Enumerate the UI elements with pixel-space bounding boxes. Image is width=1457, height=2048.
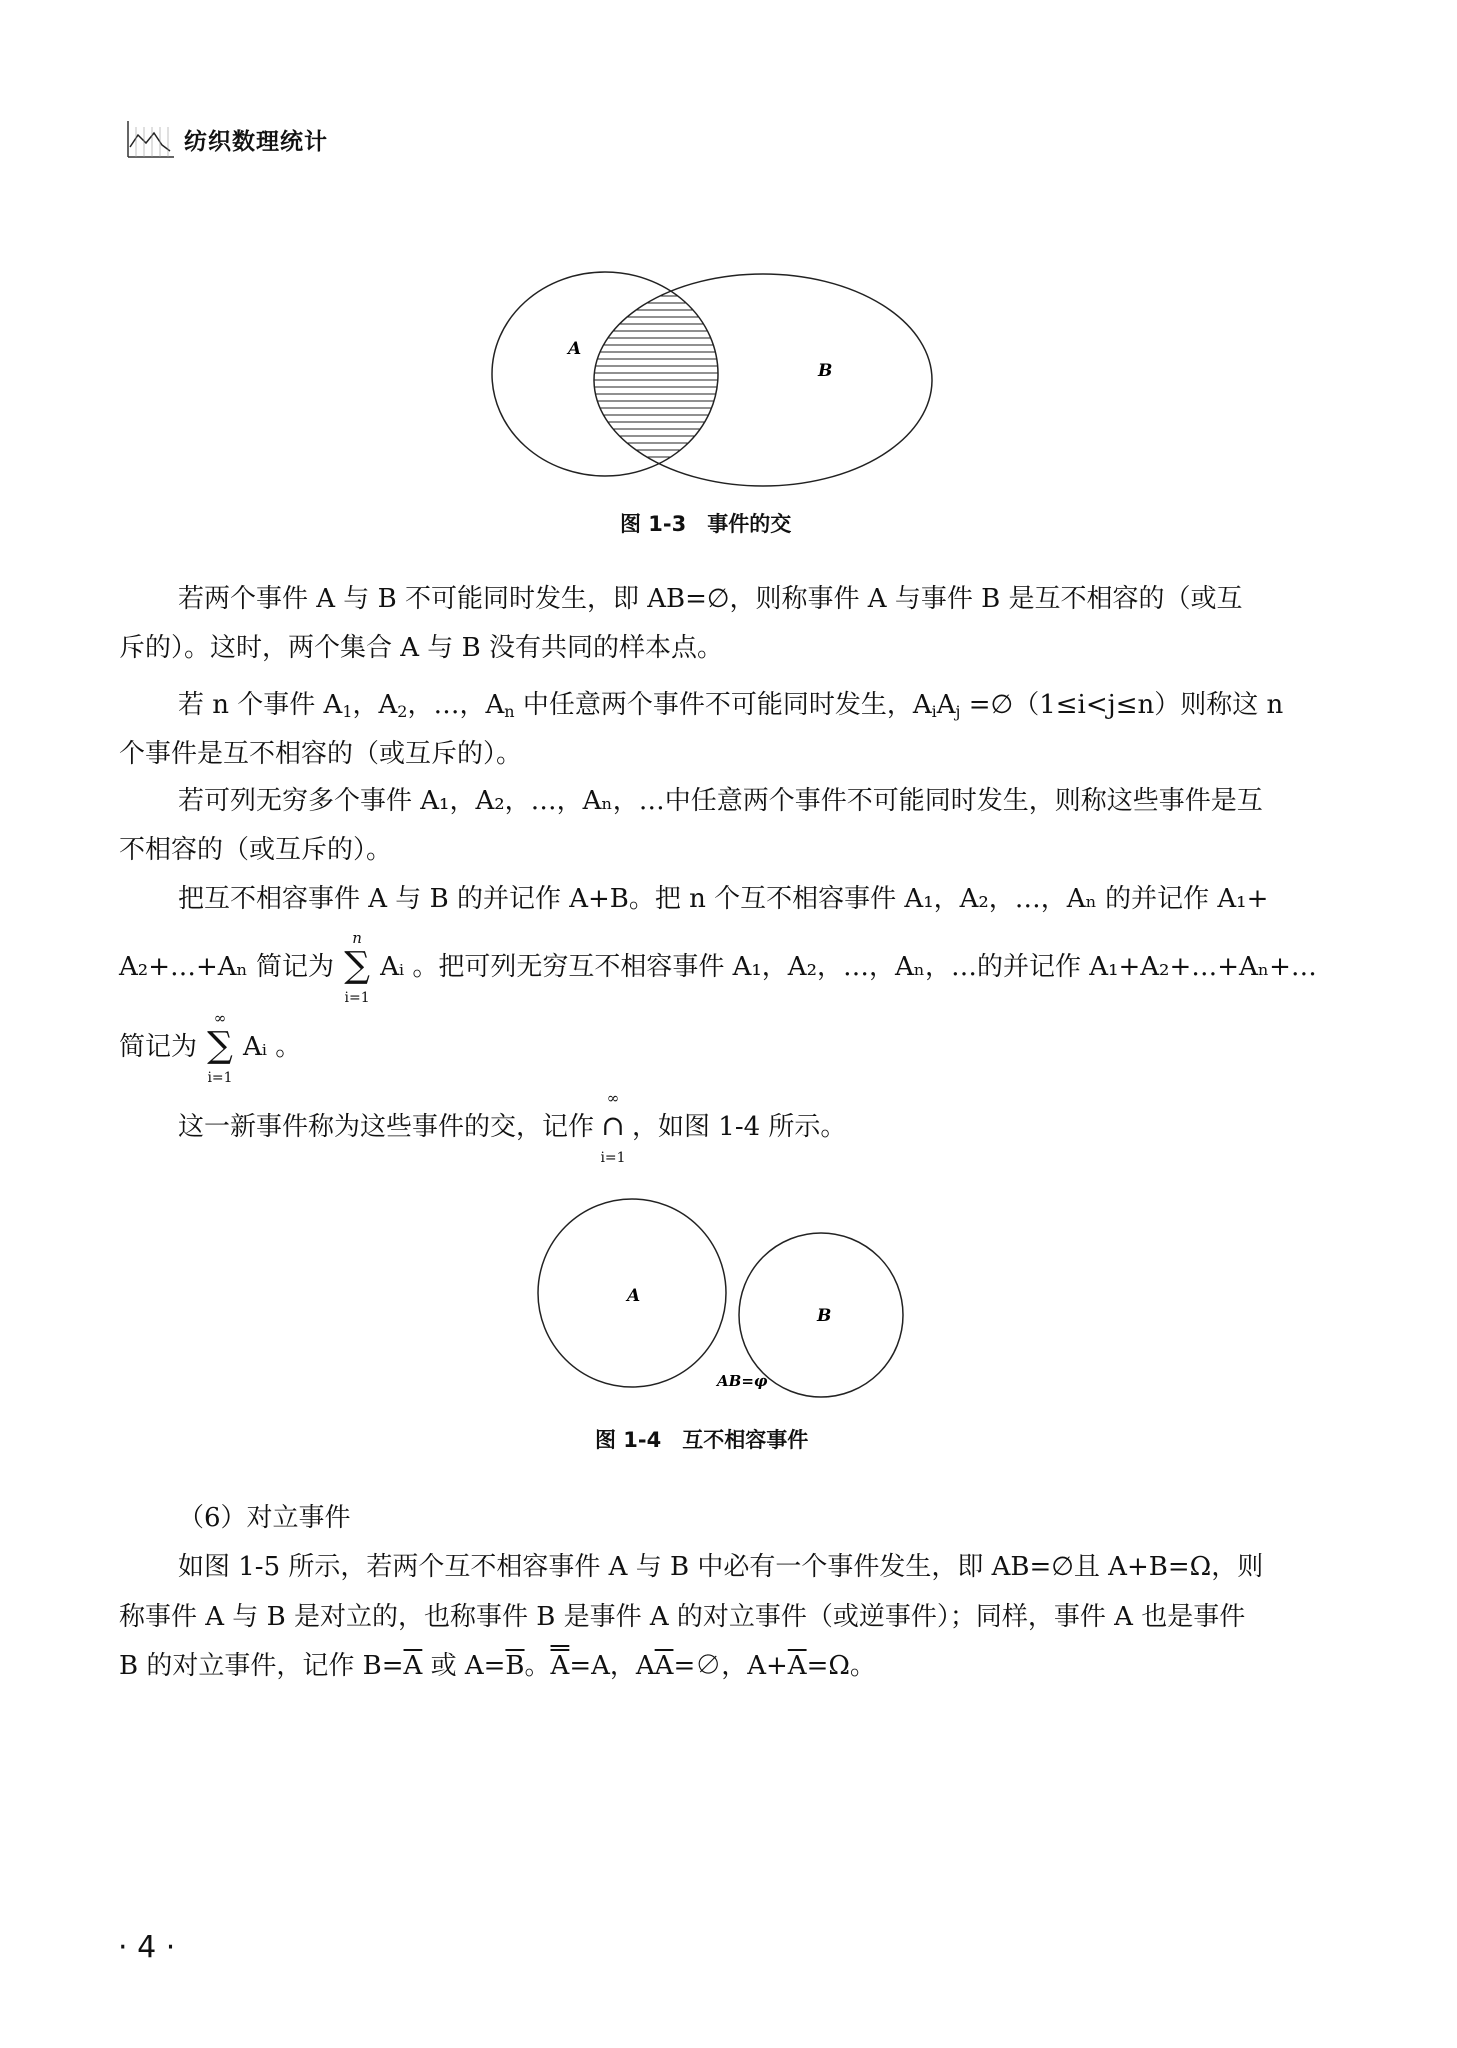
- para3-line2: 不相容的（或互斥的）。: [119, 835, 393, 865]
- para2-line2: 个事件是互不相容的（或互斥的）。: [119, 739, 523, 769]
- venn-disjoint-figure: [535, 1196, 905, 1412]
- page-number: · 4 ·: [118, 1930, 176, 1965]
- para4-line1: 把互不相容事件 A 与 B 的并记作 A+B。把 n 个互不相容事件 A₁，A₂，…，Aₙ 的并记作 A₁+: [178, 884, 1269, 914]
- chart-logo-icon: [122, 117, 176, 161]
- para5-line1: 这一新事件称为这些事件的交，记作 ∞ ∩ i=1 ，如图 1-4 所示。: [178, 1089, 847, 1166]
- section6-line3: B 的对立事件，记作 $B=\overline{A}$ 或 $A=\overline{B}$。A=A，$A\overline{A}=\emptyset$，$A+\overline{A}=\Omega$。: [119, 1651, 876, 1681]
- para2-line1: 若 n 个事件 $A_1$，$A_2$，…，$A_n$ 中任意两个事件不可能同时发生，$A_iA_j$ =∅（1≤i<j≤n）则称这 n: [178, 690, 1284, 721]
- intersection-region: [594, 274, 932, 486]
- figure-1-3-caption: 图 1-3 事件的交: [620, 512, 792, 536]
- para4-line2: A₂+…+Aₙ 简记为 n ∑ i=1 Aᵢ 。把可列无穷互不相容事件 A₁，A₂，…，Aₙ，…的并记作 A₁+A₂+…+Aₙ+…: [119, 929, 1317, 1006]
- para1-line2: 斥的）。这时，两个集合 A 与 B 没有共同的样本点。: [119, 633, 723, 663]
- running-header: [122, 118, 328, 160]
- para1-line1: 若两个事件 A 与 B 不可能同时发生，即 AB=∅，则称事件 A 与事件 B 是互不相容的（或互: [178, 584, 1243, 614]
- set-a-label: A: [568, 339, 582, 359]
- disjoint-note: AB=φ: [717, 1372, 768, 1390]
- section6-line1: 如图 1-5 所示，若两个互不相容事件 A 与 B 中必有一个事件发生，即 AB=∅且 A+B=Ω，则: [178, 1552, 1264, 1582]
- set-a-label: A: [627, 1286, 641, 1306]
- venn-intersection-figure: [490, 258, 950, 490]
- section6-line2: 称事件 A 与 B 是对立的，也称事件 B 是事件 A 的对立事件（或逆事件）；同样，事件 A 也是事件: [119, 1602, 1246, 1632]
- book-title: 纺织数理统计: [184, 128, 328, 155]
- section-6-title: （6）对立事件: [178, 1503, 351, 1533]
- para4-line3: 简记为 ∞ ∑ i=1 Aᵢ 。: [119, 1009, 302, 1086]
- sum-infinity-symbol: ∞ ∑ i=1: [207, 1009, 233, 1086]
- figure-1-4-caption: 图 1-4 互不相容事件: [595, 1428, 809, 1452]
- set-b-label: B: [818, 361, 833, 381]
- set-b-label: B: [817, 1306, 832, 1326]
- sum-n-symbol: n ∑ i=1: [344, 929, 370, 1006]
- para3-line1: 若可列无穷多个事件 A₁，A₂，…，Aₙ，…中任意两个事件不可能同时发生，则称这些事件是互: [178, 786, 1263, 816]
- intersection-symbol: ∞ ∩ i=1: [600, 1089, 626, 1166]
